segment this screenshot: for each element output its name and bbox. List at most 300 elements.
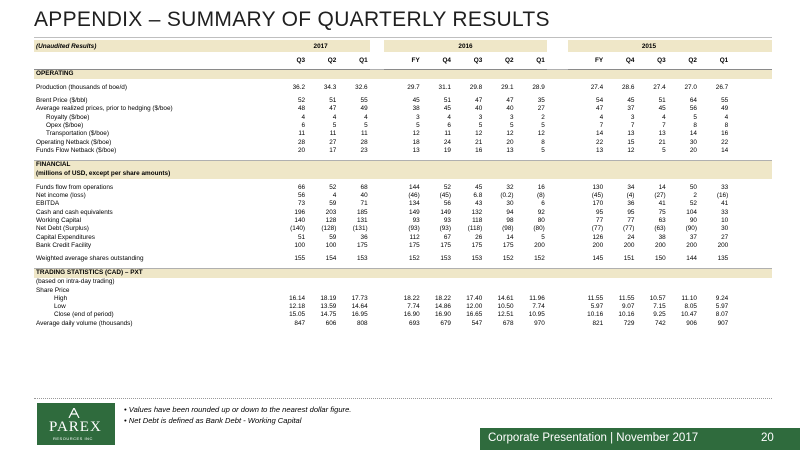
table-cell: 56	[689, 105, 697, 113]
table-cell: 40	[475, 105, 483, 113]
table-cell: 847	[294, 319, 306, 327]
table-cell: 150	[655, 255, 666, 263]
table-cell: 5	[541, 121, 545, 129]
table-cell: 22	[596, 138, 604, 146]
table-cell: (140)	[290, 225, 306, 233]
table-cell	[484, 287, 515, 295]
table-cell: 51	[329, 97, 337, 105]
table-cell: 26	[475, 233, 483, 241]
table-cell: 14	[658, 183, 666, 191]
table-row	[34, 217, 772, 225]
table-cell: 3	[630, 113, 635, 121]
row-label: Royalty ($/boe)	[46, 113, 90, 121]
table-cell: 5	[509, 121, 514, 129]
table-cell: 200	[592, 241, 604, 249]
table-cell: 98	[506, 216, 514, 224]
unaudited-label: (Unaudited Results)	[34, 40, 272, 52]
table-cell: 9.24	[715, 294, 729, 302]
table-cell: 38	[658, 233, 666, 241]
table-cell: 27.4	[653, 83, 666, 91]
table-cell	[272, 287, 307, 295]
table-cell: 41	[658, 200, 666, 208]
table-cell: 134	[409, 200, 420, 208]
row-label: Opex ($/boe)	[46, 121, 84, 129]
table-cell: (77)	[623, 225, 635, 233]
logo-subtitle: RESOURCES INC	[53, 436, 93, 441]
section-subheading: (millions of USD, except per share amounts)	[34, 170, 772, 179]
table-cell: 45	[475, 183, 483, 191]
table-cell	[384, 278, 422, 286]
table-cell: 4	[332, 113, 337, 121]
table-cell: 45	[658, 105, 666, 113]
table-row	[34, 114, 772, 122]
table-cell: 11	[444, 130, 451, 138]
table-cell	[338, 278, 369, 286]
table-cell: 49	[721, 105, 729, 113]
table-row	[34, 295, 772, 303]
table-cell	[516, 287, 547, 295]
table-cell: 29.1	[501, 83, 514, 91]
table-cell: 54	[596, 97, 604, 105]
table-cell	[668, 287, 699, 295]
table-row	[34, 184, 772, 192]
table-cell: 144	[409, 183, 420, 191]
table-cell: 73	[297, 200, 306, 208]
table-cell: 93	[412, 216, 420, 224]
table-cell: (93)	[408, 225, 420, 233]
table-cell: 34	[627, 183, 635, 191]
section-heading-row	[34, 269, 772, 278]
table-row	[34, 105, 772, 113]
table-cell: 29.8	[469, 83, 483, 91]
table-cell: 6	[301, 121, 306, 129]
row-label: Funds Flow Netback ($/boe)	[36, 146, 117, 154]
table-cell: 56	[443, 200, 451, 208]
table-cell: 203	[325, 208, 337, 216]
table-cell: 21	[475, 138, 483, 146]
table-cell: 26.7	[715, 83, 729, 91]
table-cell: (8)	[536, 192, 545, 200]
year-2015-header: 2015	[568, 40, 731, 52]
table-cell: 92	[537, 208, 545, 216]
table-cell: 36	[627, 200, 635, 208]
table-cell: 10.16	[587, 311, 604, 319]
table-cell: 52	[329, 183, 337, 191]
table-cell: 13	[596, 146, 604, 154]
table-row	[34, 84, 772, 92]
table-cell: 5	[416, 121, 420, 129]
table-cell: 95	[627, 208, 635, 216]
table-cell	[422, 278, 453, 286]
table-cell: 24	[443, 138, 451, 146]
table-cell: 7	[630, 121, 635, 129]
table-cell	[453, 287, 484, 295]
table-cell: 30	[689, 138, 697, 146]
table-cell: 10.47	[680, 311, 697, 319]
table-cell: 45	[412, 97, 420, 105]
table-cell: 13	[506, 146, 514, 154]
table-cell: (16)	[716, 192, 729, 200]
section-heading: FINANCIAL	[34, 161, 772, 170]
table-cell: 3	[416, 113, 420, 121]
table-cell	[453, 278, 484, 286]
table-cell: 33	[721, 208, 729, 216]
table-cell: 59	[329, 233, 337, 241]
table-cell: 4	[662, 113, 666, 121]
table-cell: 151	[623, 255, 635, 263]
table-row	[34, 255, 772, 263]
row-label: Working Capital	[36, 216, 81, 224]
table-cell: 51	[297, 233, 306, 241]
table-cell: 18.22	[403, 294, 420, 302]
table-cell: 31.1	[438, 83, 451, 91]
table-cell	[338, 287, 369, 295]
table-cell: 16.95	[351, 311, 368, 319]
table-cell: 32.6	[355, 83, 368, 91]
footnote-item: • Net Debt is defined as Bank Debt - Working Capital	[124, 416, 302, 425]
table-cell: 10	[721, 216, 729, 224]
table-cell: 15	[627, 138, 635, 146]
table-cell: 7.74	[407, 303, 420, 311]
table-cell: 14.86	[434, 303, 451, 311]
table-cell: 155	[294, 255, 306, 263]
table-cell: 11.55	[618, 294, 635, 302]
table-cell: 32	[506, 183, 514, 191]
table-cell: (98)	[502, 225, 514, 233]
section-heading: TRADING STATISTICS (CAD) – PXT	[34, 269, 772, 278]
table-cell	[568, 287, 606, 295]
section-subheading-row	[34, 170, 772, 179]
row-label: Net income (loss)	[36, 192, 86, 200]
table-cell: 175	[409, 241, 420, 249]
table-cell: 11	[360, 130, 368, 138]
table-cell: 52	[297, 97, 306, 105]
table-cell: 6.8	[473, 192, 483, 200]
table-cell: 2	[693, 192, 697, 200]
table-cell: 14	[689, 130, 697, 138]
table-cell: 104	[686, 208, 697, 216]
table-cell: 18.22	[434, 294, 451, 302]
table-cell: 55	[360, 97, 368, 105]
col-2015-q1: Q1	[699, 52, 730, 70]
table-cell: 15.05	[289, 311, 306, 319]
table-row	[34, 97, 772, 105]
table-cell: (45)	[439, 192, 451, 200]
table-cell: 8	[541, 138, 545, 146]
table-cell: 27.4	[590, 83, 604, 91]
row-label: Transportation ($/boe)	[46, 130, 109, 138]
table-cell	[272, 278, 307, 286]
section-heading-row	[34, 70, 772, 79]
table-cell: (45)	[591, 192, 604, 200]
table-cell: 118	[472, 216, 483, 224]
table-cell: 140	[294, 216, 306, 224]
table-cell: 90	[689, 216, 697, 224]
table-cell: 27.0	[684, 83, 697, 91]
table-cell	[384, 287, 422, 295]
table-cell: 12	[506, 130, 514, 138]
table-cell: 152	[502, 255, 514, 263]
row-label: Close (end of period)	[54, 311, 114, 319]
table-cell: (77)	[591, 225, 604, 233]
table-cell: 175	[471, 241, 483, 249]
table-cell: 11.10	[681, 294, 697, 302]
table-cell: 11	[329, 130, 337, 138]
table-cell: 5	[364, 121, 368, 129]
table-cell: 63	[658, 216, 666, 224]
table-cell: 11	[298, 130, 306, 138]
table-cell: (118)	[467, 225, 483, 233]
table-cell: 37	[627, 105, 635, 113]
row-label: Average realized prices, prior to hedging ($/boe)	[36, 105, 173, 113]
table-cell: 40	[506, 105, 514, 113]
table-cell: 68	[360, 183, 368, 191]
table-cell: 94	[506, 208, 514, 216]
table-cell: 30	[721, 225, 729, 233]
table-cell: 27	[721, 233, 729, 241]
year-2016-header: 2016	[384, 40, 547, 52]
section-heading: OPERATING	[34, 70, 772, 79]
table-cell: (90)	[685, 225, 697, 233]
table-cell: 36.2	[292, 83, 306, 91]
table-cell: 16.90	[403, 311, 420, 319]
table-cell: 9.07	[621, 303, 635, 311]
table-cell: 145	[592, 255, 604, 263]
table-cell: (93)	[439, 225, 451, 233]
table-cell: 906	[686, 319, 697, 327]
table-cell: 970	[534, 319, 545, 327]
page-number: 20	[761, 432, 774, 444]
table-row	[34, 192, 772, 200]
table-cell: 50	[689, 183, 697, 191]
table-cell: 16.90	[434, 311, 451, 319]
col-2016-q1: Q1	[516, 52, 547, 70]
table-cell: 742	[655, 319, 666, 327]
table-row	[34, 209, 772, 217]
table-cell: (4)	[626, 192, 635, 200]
quarterly-results-table-wrapper	[34, 40, 772, 328]
table-cell: 149	[440, 208, 451, 216]
table-cell	[699, 278, 730, 286]
footnote-text: Net Debt is defined as Bank Debt - Working Capital	[128, 416, 302, 425]
table-cell	[516, 278, 547, 286]
table-cell: 80	[537, 216, 545, 224]
table-cell: 8.05	[684, 303, 697, 311]
table-cell: 185	[356, 208, 368, 216]
table-cell: 34.3	[323, 83, 337, 91]
table-cell: 100	[294, 241, 306, 249]
table-cell: 7	[599, 121, 604, 129]
table-cell: 11.96	[529, 294, 545, 302]
table-cell: 18	[412, 138, 420, 146]
table-cell: 16	[475, 146, 483, 154]
year-2017-header: 2017	[272, 40, 370, 52]
table-cell: 71	[360, 200, 368, 208]
table-cell: 33	[721, 183, 729, 191]
table-cell: 52	[689, 200, 697, 208]
table-cell: 12.00	[466, 303, 483, 311]
col-2017-q3: Q3	[272, 52, 307, 70]
year-header-row	[34, 40, 772, 52]
table-cell: 14	[596, 130, 604, 138]
table-cell: (63)	[654, 225, 666, 233]
table-cell: 5.97	[590, 303, 604, 311]
table-cell	[636, 287, 667, 295]
table-cell: 17.73	[351, 294, 368, 302]
table-cell: 170	[592, 200, 604, 208]
table-row	[34, 147, 772, 155]
row-label: Operating Netback ($/boe)	[36, 138, 112, 146]
table-cell: 16.14	[289, 294, 306, 302]
table-cell: 5	[541, 146, 545, 154]
row-label: Low	[54, 303, 66, 311]
table-cell: (131)	[352, 225, 368, 233]
table-cell: 14	[506, 233, 514, 241]
table-cell: 55	[721, 97, 729, 105]
table-cell: 10.95	[528, 311, 545, 319]
row-label: Weighted average shares outstanding	[36, 255, 144, 263]
table-cell: 40	[360, 192, 368, 200]
row-label: Average daily volume (thousands)	[36, 319, 133, 327]
row-label: EBITDA	[36, 200, 60, 208]
table-cell: 56	[297, 192, 306, 200]
footnotes	[124, 405, 351, 427]
table-cell: 149	[409, 208, 420, 216]
table-cell: 27	[537, 105, 545, 113]
table-cell	[605, 287, 636, 295]
table-cell: 12	[475, 130, 483, 138]
table-cell: 16	[721, 130, 729, 138]
table-cell: 4	[724, 113, 729, 121]
table-cell: 693	[409, 319, 420, 327]
table-cell: (128)	[321, 225, 337, 233]
col-2016-fy: FY	[384, 52, 422, 70]
table-cell: 112	[409, 233, 420, 241]
table-cell: 45	[443, 105, 451, 113]
table-cell: 5	[332, 121, 337, 129]
row-label: Net Debt (Surplus)	[36, 225, 89, 233]
col-2017-q1: Q1	[338, 52, 369, 70]
table-cell: 28.9	[532, 83, 545, 91]
row-label: Funds flow from operations	[36, 183, 114, 191]
table-cell	[699, 287, 730, 295]
table-cell: 12	[537, 130, 545, 138]
table-cell: 59	[329, 200, 337, 208]
table-cell: 153	[440, 255, 451, 263]
table-cell: (0.2)	[500, 192, 514, 200]
table-bottom-divider	[34, 398, 772, 399]
table-cell: 16.65	[466, 311, 483, 319]
table-row	[34, 320, 772, 328]
table-cell: 135	[717, 255, 729, 263]
table-cell: 3	[509, 113, 514, 121]
table-cell: 13	[627, 130, 635, 138]
table-cell: 67	[443, 233, 451, 241]
table-cell: 200	[623, 241, 635, 249]
table-cell: 38	[412, 105, 420, 113]
table-cell: 11.55	[587, 294, 604, 302]
table-cell: 9.25	[653, 311, 666, 319]
table-cell: 8	[724, 121, 729, 129]
table-cell: 4	[301, 113, 306, 121]
table-cell: 7.74	[532, 303, 545, 311]
section-heading-row	[34, 161, 772, 170]
table-cell: 21	[658, 138, 666, 146]
table-cell: (46)	[408, 192, 420, 200]
table-cell: 22	[721, 138, 729, 146]
table-cell: 14.75	[320, 311, 337, 319]
table-cell: 152	[409, 255, 420, 263]
table-cell: 47	[506, 97, 514, 105]
row-label: High	[54, 294, 68, 302]
table-row	[34, 122, 772, 130]
table-cell: 8	[693, 121, 697, 129]
table-cell: 66	[297, 183, 306, 191]
table-cell: 606	[325, 319, 337, 327]
table-cell: 12.18	[289, 303, 306, 311]
col-2015-q4: Q4	[605, 52, 636, 70]
table-cell: 51	[443, 97, 451, 105]
row-label: (based on intra-day trading)	[36, 278, 115, 286]
table-cell: 48	[297, 105, 306, 113]
table-cell: 4	[599, 113, 604, 121]
table-cell: 20	[689, 146, 697, 154]
table-cell: 29.7	[407, 83, 420, 91]
table-cell: 196	[294, 208, 306, 216]
table-cell: 51	[658, 97, 666, 105]
table-cell: 19	[443, 146, 451, 154]
table-cell: 7	[662, 121, 666, 129]
table-cell: 175	[502, 241, 514, 249]
title-rule	[34, 37, 772, 38]
table-row	[34, 242, 772, 250]
table-row	[34, 130, 772, 138]
table-row	[34, 287, 772, 295]
col-2016-q4: Q4	[422, 52, 453, 70]
table-cell: 808	[356, 319, 368, 327]
table-cell: (80)	[533, 225, 545, 233]
table-cell: 43	[475, 200, 483, 208]
table-cell: 28	[360, 138, 368, 146]
footer-bar	[480, 428, 800, 450]
footer-presentation-label: Corporate Presentation | November 2017	[488, 432, 699, 444]
table-cell: 75	[658, 208, 666, 216]
row-label: Bank Credit Facility	[36, 241, 92, 249]
table-cell: 93	[443, 216, 451, 224]
table-cell: 20	[297, 146, 306, 154]
table-cell: 10.50	[497, 303, 514, 311]
table-cell: 8.07	[715, 311, 729, 319]
table-cell: 14	[721, 146, 729, 154]
table-cell: 17.40	[466, 294, 483, 302]
col-2015-q3: Q3	[636, 52, 667, 70]
table-cell: 49	[360, 105, 368, 113]
table-cell: 678	[502, 319, 514, 327]
quarter-header-row	[34, 52, 772, 70]
table-cell: 37	[689, 233, 697, 241]
table-row	[34, 225, 772, 233]
table-cell: 41	[721, 200, 729, 208]
table-cell: 24	[627, 233, 635, 241]
row-label: Production (thousands of boe/d)	[36, 83, 127, 91]
table-cell: 130	[592, 183, 604, 191]
table-cell: 5	[662, 146, 666, 154]
table-cell: 821	[592, 319, 604, 327]
table-cell	[484, 278, 515, 286]
table-cell: 45	[627, 97, 635, 105]
table-cell: 36	[360, 233, 368, 241]
table-cell: 5	[541, 233, 545, 241]
